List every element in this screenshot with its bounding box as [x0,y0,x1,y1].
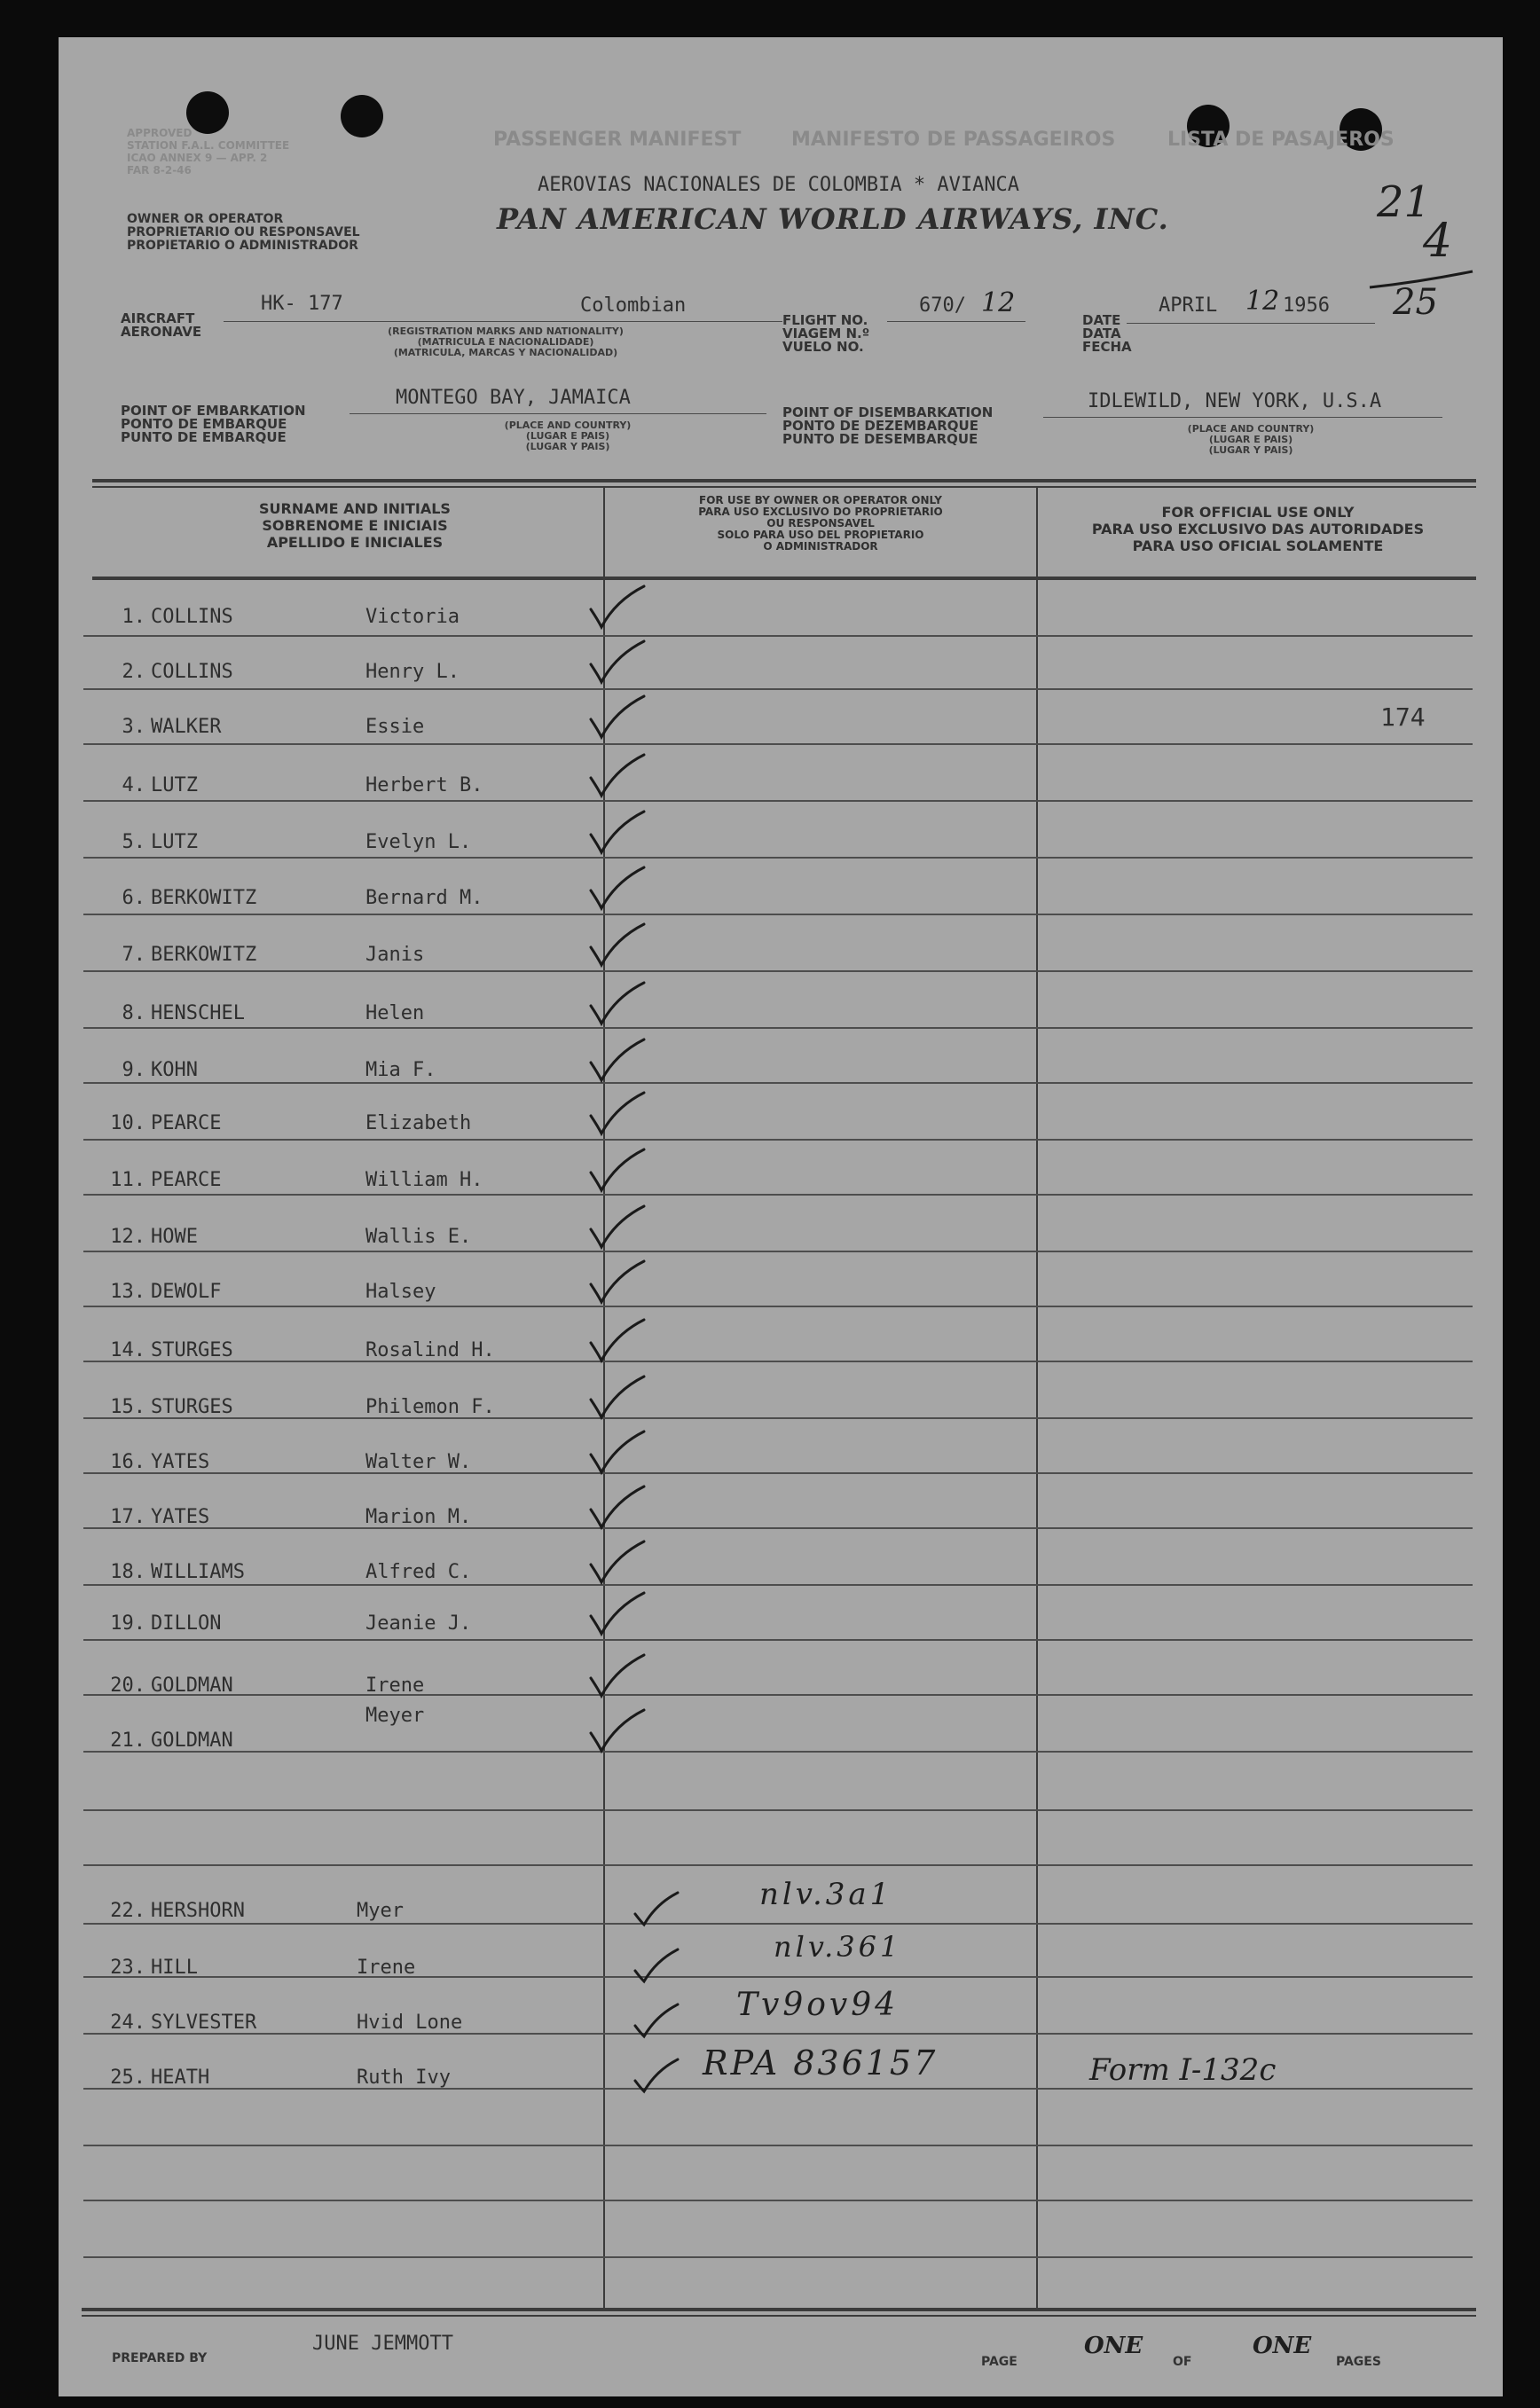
row-rule [83,1976,1473,1978]
passenger-surname: GOLDMAN [151,1675,233,1697]
row-number: 19. [110,1612,145,1635]
row-rule [83,1361,1473,1362]
passenger-surname: HENSCHEL [151,1002,245,1024]
passenger-given-names: Ruth Ivy [357,2067,451,2089]
passenger-given-names: Mia F. [365,1059,436,1081]
passenger-given-names: Myer [357,1900,404,1922]
check-mark-icon [626,2056,688,2106]
check-mark-icon [585,1089,648,1139]
passenger-given-names: Evelyn L. [365,831,472,853]
row-rule [83,743,1473,745]
row-number: 9. [122,1059,145,1081]
passenger-given-names: William H. [365,1169,483,1191]
passenger-surname: YATES [151,1506,210,1528]
row-rule [83,635,1473,637]
row-rule [83,1639,1473,1641]
official-note-174: 174 [1380,702,1426,732]
passenger-given-names: Irene [357,1957,416,1979]
check-mark-icon [585,1258,648,1307]
check-mark-icon [585,1483,648,1533]
flight-label: FLIGHT NO. VIAGEM N.º VUELO NO. [782,312,870,355]
row-rule [83,2145,1473,2146]
passenger-surname: BERKOWITZ [151,887,257,909]
passenger-surname: YATES [151,1451,210,1473]
check-mark-icon [585,751,648,801]
passenger-given-names: Elizabeth [365,1112,472,1134]
row-number: 7. [122,944,145,966]
passenger-surname: STURGES [151,1396,233,1418]
title-passenger-manifest: PASSENGER MANIFEST [493,129,742,151]
corner-note-mid: 4 [1423,215,1453,268]
punch-hole [341,95,383,137]
passenger-surname: GOLDMAN [151,1730,233,1752]
row-rule [83,1139,1473,1141]
row-rule [83,1306,1473,1307]
owner-note-25: RPA 836157 [703,2043,939,2082]
check-mark-icon [585,1428,648,1478]
owner-note-23: nlv.361 [774,1930,902,1964]
check-mark-icon [585,1373,648,1423]
aircraft-label: AIRCRAFT AERONAVE [121,310,202,340]
check-mark-icon [626,2001,688,2051]
passenger-given-names: Marion M. [365,1506,472,1528]
row-number: 12. [110,1226,145,1248]
passenger-given-names: Henry L. [365,661,460,683]
passenger-given-names: Bernard M. [365,887,483,909]
row-number: 6. [122,887,145,909]
passenger-surname: PEARCE [151,1112,222,1134]
row-number: 13. [110,1281,145,1303]
check-mark-icon [585,1036,648,1086]
passenger-given-names: Janis [365,944,425,966]
row-number: 22. [110,1900,145,1922]
date-month: APRIL [1159,294,1218,317]
row-number: 8. [122,1002,145,1024]
row-number: 5. [122,831,145,853]
passenger-given-names: Rosalind H. [365,1339,495,1361]
row-number: 25. [110,2067,145,2089]
check-mark-icon [585,1203,648,1252]
row-rule [83,914,1473,915]
embarkation-place-labels: (PLACE AND COUNTRY) (LUGAR E PAIS) (LUGAR Y PAIS) [504,420,632,452]
row-number: 15. [110,1396,145,1418]
passenger-given-names: Walter W. [365,1451,472,1473]
passenger-surname: HOWE [151,1226,198,1248]
passenger-surname: HEATH [151,2067,210,2089]
row-rule [83,1082,1473,1084]
passenger-surname: HERSHORN [151,1900,245,1922]
check-mark-icon [585,921,648,970]
row-rule [83,1923,1473,1925]
disembarkation-place-labels: (PLACE AND COUNTRY) (LUGAR E PAIS) (LUGAR Y PAIS) [1187,423,1315,456]
flight-underline [887,321,1025,322]
of-value: ONE [1253,2333,1312,2359]
owner-operator-label: OWNER OR OPERATOR PROPRIETARIO OU RESPONSAVEL PROPIETARIO O ADMINISTRADOR [127,212,360,253]
passenger-surname: STURGES [151,1339,233,1361]
passenger-surname: BERKOWITZ [151,944,257,966]
corner-note-top: 21 [1377,177,1432,227]
row-rule [83,1694,1473,1696]
disembarkation-underline [1043,417,1442,418]
passenger-surname: COLLINS [151,606,233,628]
row-rule [83,1027,1473,1029]
row-number: 11. [110,1169,145,1191]
row-rule [83,1527,1473,1529]
embarkation-label: POINT OF EMBARKATION PONTO DE EMBARQUE PUNTO DE EMBARQUE [121,403,306,445]
check-mark-icon [585,693,648,742]
embarkation-underline [350,413,766,414]
row-rule [83,1751,1473,1753]
footer-rule-2 [82,2315,1476,2317]
page-value: ONE [1084,2333,1143,2359]
approval-stamp: APPROVED STATION F.A.L. COMMITTEE ICAO ANNEX 9 — APP. 2 FAR 8-2-46 [127,127,290,176]
row-rule [83,2033,1473,2035]
passenger-given-names: Helen [365,1002,425,1024]
passenger-given-names: Hvid Lone [357,2012,463,2034]
passenger-given-names: Jeanie J. [365,1612,472,1635]
row-rule [83,857,1473,859]
title-lista: LISTA DE PASAJEROS [1167,129,1395,151]
row-number: 18. [110,1561,145,1583]
passenger-surname: DILLON [151,1612,222,1635]
row-number: 24. [110,2012,145,2034]
passenger-surname: WILLIAMS [151,1561,245,1583]
passenger-given-names: Alfred C. [365,1561,472,1583]
row-rule [83,2200,1473,2201]
operator-typed: AEROVIAS NACIONALES DE COLOMBIA * AVIANCA [538,174,1020,196]
check-mark-icon [585,979,648,1029]
page-label: PAGE [981,2355,1018,2369]
title-manifesto: MANIFESTO DE PASSAGEIROS [791,129,1116,151]
row-rule [83,1472,1473,1474]
official-note-form: Form I-132c [1089,2052,1277,2088]
row-rule [83,1809,1473,1811]
row-number: 1. [122,606,145,628]
passenger-surname: WALKER [151,716,222,738]
date-underline [1127,323,1375,324]
flight-number: 670/ [919,294,966,317]
registration-labels: (REGISTRATION MARKS AND NATIONALITY) (MATRICULA E NACIONALIDADE) (MATRICULA, MARCAS Y NACIONALIDAD) [388,326,624,358]
row-rule [83,970,1473,972]
flight-number-hand: 12 [981,287,1016,318]
check-mark-icon [585,1146,648,1196]
passenger-surname: LUTZ [151,831,198,853]
row-rule [83,2256,1473,2258]
row-number: 17. [110,1506,145,1528]
row-number: 21. [110,1730,145,1752]
passenger-surname: COLLINS [151,661,233,683]
pages-label: PAGES [1336,2355,1381,2369]
owner-note-24: Tv9ov94 [736,1987,900,2023]
row-rule [83,1251,1473,1252]
check-mark-icon [626,1946,688,1996]
passenger-given-names: Meyer [365,1705,425,1727]
check-mark-icon [585,1651,648,1701]
row-number: 10. [110,1112,145,1134]
check-mark-icon [626,1889,688,1939]
owner-note-22: nlv.3a1 [759,1877,893,1912]
aircraft-nationality: Colombian [580,294,687,317]
passenger-given-names: Irene [365,1675,425,1697]
row-number: 4. [122,774,145,796]
check-mark-icon [585,1538,648,1588]
row-number: 16. [110,1451,145,1473]
embarkation-value: MONTEGO BAY, JAMAICA [396,387,631,409]
col-header-owner: FOR USE BY OWNER OR OPERATOR ONLY PARA USO EXCLUSIVO DO PROPRIETARIO OU RESPONSAVEL SOLO PARA USO DEL PROPIETARIO O ADMINISTRADOR [698,494,943,553]
passenger-surname: LUTZ [151,774,198,796]
footer-rule [82,2308,1476,2311]
check-mark-icon [585,1706,648,1756]
row-rule [83,1584,1473,1586]
row-rule [83,1194,1473,1196]
col-header-surname: SURNAME AND INITIALS SOBRENOME E INICIAIS APELLIDO E INICIALES [259,500,451,551]
check-mark-icon [585,583,648,632]
corner-note-bottom: 25 [1393,282,1438,323]
operator-printed: PAN AMERICAN WORLD AIRWAYS, INC. [497,202,1169,236]
passenger-given-names: Herbert B. [365,774,483,796]
disembarkation-label: POINT OF DISEMBARKATION PONTO DE DEZEMBARQUE PUNTO DE DESEMBARQUE [782,404,994,447]
of-label: OF [1173,2355,1192,2369]
date-year: 1956 [1283,294,1330,317]
passenger-surname: KOHN [151,1059,198,1081]
check-mark-icon [585,1316,648,1366]
check-mark-icon [585,1589,648,1639]
row-rule [83,2088,1473,2090]
row-number: 23. [110,1957,145,1979]
passenger-given-names: Wallis E. [365,1226,472,1248]
check-mark-icon [585,808,648,858]
passenger-surname: PEARCE [151,1169,222,1191]
passenger-given-names: Philemon F. [365,1396,495,1418]
passenger-surname: HILL [151,1957,198,1979]
col-header-official: FOR OFFICIAL USE ONLY PARA USO EXCLUSIVO DAS AUTORIDADES PARA USO OFICIAL SOLAMENTE [1091,504,1425,554]
row-rule [83,1417,1473,1419]
header-rule [92,577,1476,580]
date-label: DATE DATA FECHA [1082,312,1132,355]
row-number: 2. [122,661,145,683]
table-top-rule-2 [92,486,1476,488]
table-top-rule [92,479,1476,482]
passenger-given-names: Essie [365,716,425,738]
row-number: 3. [122,716,145,738]
aircraft-registration: HK- 177 [261,293,343,315]
passenger-surname: SYLVESTER [151,2012,257,2034]
row-rule [83,800,1473,802]
passenger-given-names: Victoria [365,606,460,628]
row-rule [83,1864,1473,1866]
check-mark-icon [585,864,648,914]
row-rule [83,688,1473,690]
passenger-given-names: Halsey [365,1281,436,1303]
row-number: 20. [110,1675,145,1697]
aircraft-underline [224,321,782,322]
check-mark-icon [585,638,648,687]
date-day: 12 [1245,286,1280,317]
prepared-by-label: PREPARED BY [112,2351,208,2365]
prepared-by-value: JUNE JEMMOTT [312,2333,453,2355]
disembarkation-value: IDLEWILD, NEW YORK, U.S.A [1088,390,1382,412]
row-number: 14. [110,1339,145,1361]
passenger-surname: DEWOLF [151,1281,222,1303]
